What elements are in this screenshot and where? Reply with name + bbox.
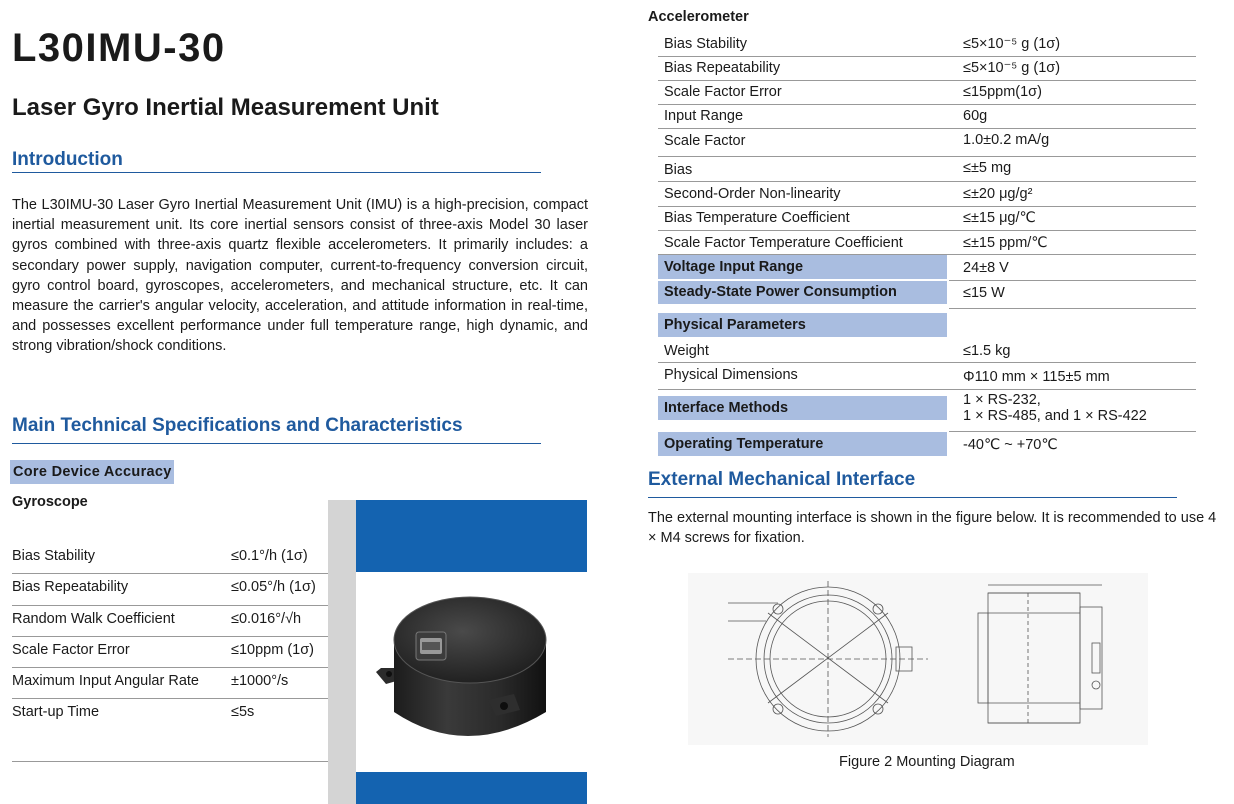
spec-key: Bias Repeatability [664,60,781,76]
table-row-voltage [658,255,1196,281]
spec-key: Bias [664,162,693,178]
spec-key: Voltage Input Range [664,259,804,275]
table-row-dimensions [658,363,1196,390]
row-divider [949,308,1196,309]
spec-value: ≤0.1°/h (1σ) [231,548,308,564]
photo-frame-top [356,500,587,572]
spec-key: Random Walk Coefficient [12,610,175,627]
spec-value: ≤15ppm(1σ) [963,84,1042,100]
introduction-body: The L30IMU-30 Laser Gyro Inertial Measurement Unit (IMU) is a high-precision, compact inertial measurement unit. Its core inertial sensors consist of three-axis Model 30 laser gyros combined with three-axis quartz flexible accelerometers. It primarily includes: a secondary power supply, navigation computer, current-to-frequency conversion circuit, gyro control board, gyroscopes, accelerometers, and mechanical structure, etc. It can measure the carrier's angular velocity, acceleration, and attitude information in real-time, and possesses excellent performance under full temperature range, high dynamic, and strong vibration/shock conditions. [12,197,588,355]
external-interface-heading: External Mechanical Interface [648,469,916,490]
core-accuracy-label: Core Device Accuracy [10,460,174,484]
table-row [658,231,1196,255]
spec-key: Bias Stability [664,36,748,52]
spec-value: ≤±15 ppm/℃ [963,235,1048,251]
spec-value: ±1000°/s [231,673,289,690]
spec-key: Second-Order Non-linearity [664,186,841,202]
spec-key: Interface Methods [664,400,789,416]
table-row [658,33,1196,57]
table-row [658,157,1196,182]
spec-key: Scale Factor Error [12,641,130,658]
core-accuracy-tag [10,460,174,484]
gyroscope-heading: Gyroscope [12,494,88,510]
table-row [12,543,328,574]
introduction-heading: Introduction [12,149,123,170]
spec-value: ≤±20 μg/g² [963,186,1033,202]
spec-value: ≤1.5 kg [963,343,1011,359]
table-row-temperature [658,432,1196,456]
spec-value: 1.0±0.2 mA/g [963,132,1050,148]
table-row [658,207,1196,231]
spec-key: Operating Temperature [664,436,824,452]
interface-line-2: 1 × RS-485, and 1 × RS-422 [963,408,1147,424]
introduction-rule [12,172,541,173]
spec-value: ≤5s [231,704,255,721]
spec-value: Φ110 mm × 115±5 mm [963,369,1110,385]
table-row-power [658,281,1196,309]
table-row [658,57,1196,81]
section-label: Physical Parameters [664,317,806,333]
specs-heading: Main Technical Specifications and Characteristics [12,415,463,436]
spec-key: Maximum Input Angular Rate [12,673,199,690]
physical-parameters-header [658,313,1196,337]
external-interface-rule [648,497,1177,498]
spec-value: ≤5×10⁻⁵ g (1σ) [963,36,1061,52]
spec-value: ≤5×10⁻⁵ g (1σ) [963,60,1061,76]
table-row [12,574,328,605]
spec-value: -40℃ ~ +70℃ [963,437,1058,453]
spec-value: ≤10ppm (1σ) [231,641,314,658]
spec-value: 60g [963,108,988,124]
table-row-weight [658,339,1196,363]
photo-frame-bottom [356,772,587,804]
product-photo [356,572,587,772]
spec-value [963,392,1147,424]
table-row [658,105,1196,129]
accelerometer-heading: Accelerometer [648,9,749,25]
spec-key: Physical Dimensions [664,367,798,383]
table-row-interface [658,392,1196,432]
external-interface-body: The external mounting interface is shown in the figure below. It is recommended to use 4 × M4 screws for fixation. [648,510,1217,546]
spec-value: ≤15 W [963,285,1005,301]
spec-key: Scale Factor Error [664,84,782,100]
product-title: L30IMU-30 [12,26,226,70]
spec-value: ≤±15 μg/℃ [963,210,1036,226]
spec-key: Input Range [664,108,744,124]
product-subtitle: Laser Gyro Inertial Measurement Unit [12,94,439,121]
spec-key: Bias Stability [12,548,96,564]
table-row [12,606,328,637]
row-divider [658,389,1196,390]
gyroscope-table [12,543,328,762]
spec-key: Start-up Time [12,704,100,721]
photo-frame-side [328,500,356,804]
spec-key: Scale Factor Temperature Coefficient [664,235,903,251]
spec-key: Weight [664,343,709,359]
table-row [658,129,1196,157]
figure-caption: Figure 2 Mounting Diagram [839,754,1015,770]
spec-key: Steady-State Power Consumption [664,284,897,300]
table-row [12,699,328,762]
spec-key: Scale Factor [664,133,746,149]
table-row [12,637,328,668]
spec-key: Bias Temperature Coefficient [664,210,850,226]
table-row [12,668,328,699]
spec-value: 24±8 V [963,260,1009,276]
mounting-diagram-drawing [688,573,1148,745]
spec-key: Bias Repeatability [12,579,129,596]
interface-line-1: 1 × RS-232, [963,392,1041,408]
imu-device-image [356,572,587,772]
table-row [658,81,1196,105]
mounting-diagram [688,573,1148,745]
specs-rule [12,443,541,444]
spec-value: ≤0.016°/√h [231,610,302,627]
spec-value: ≤±5 mg [963,160,1012,176]
spec-value: ≤0.05°/h (1σ) [231,579,316,596]
table-row [658,182,1196,207]
